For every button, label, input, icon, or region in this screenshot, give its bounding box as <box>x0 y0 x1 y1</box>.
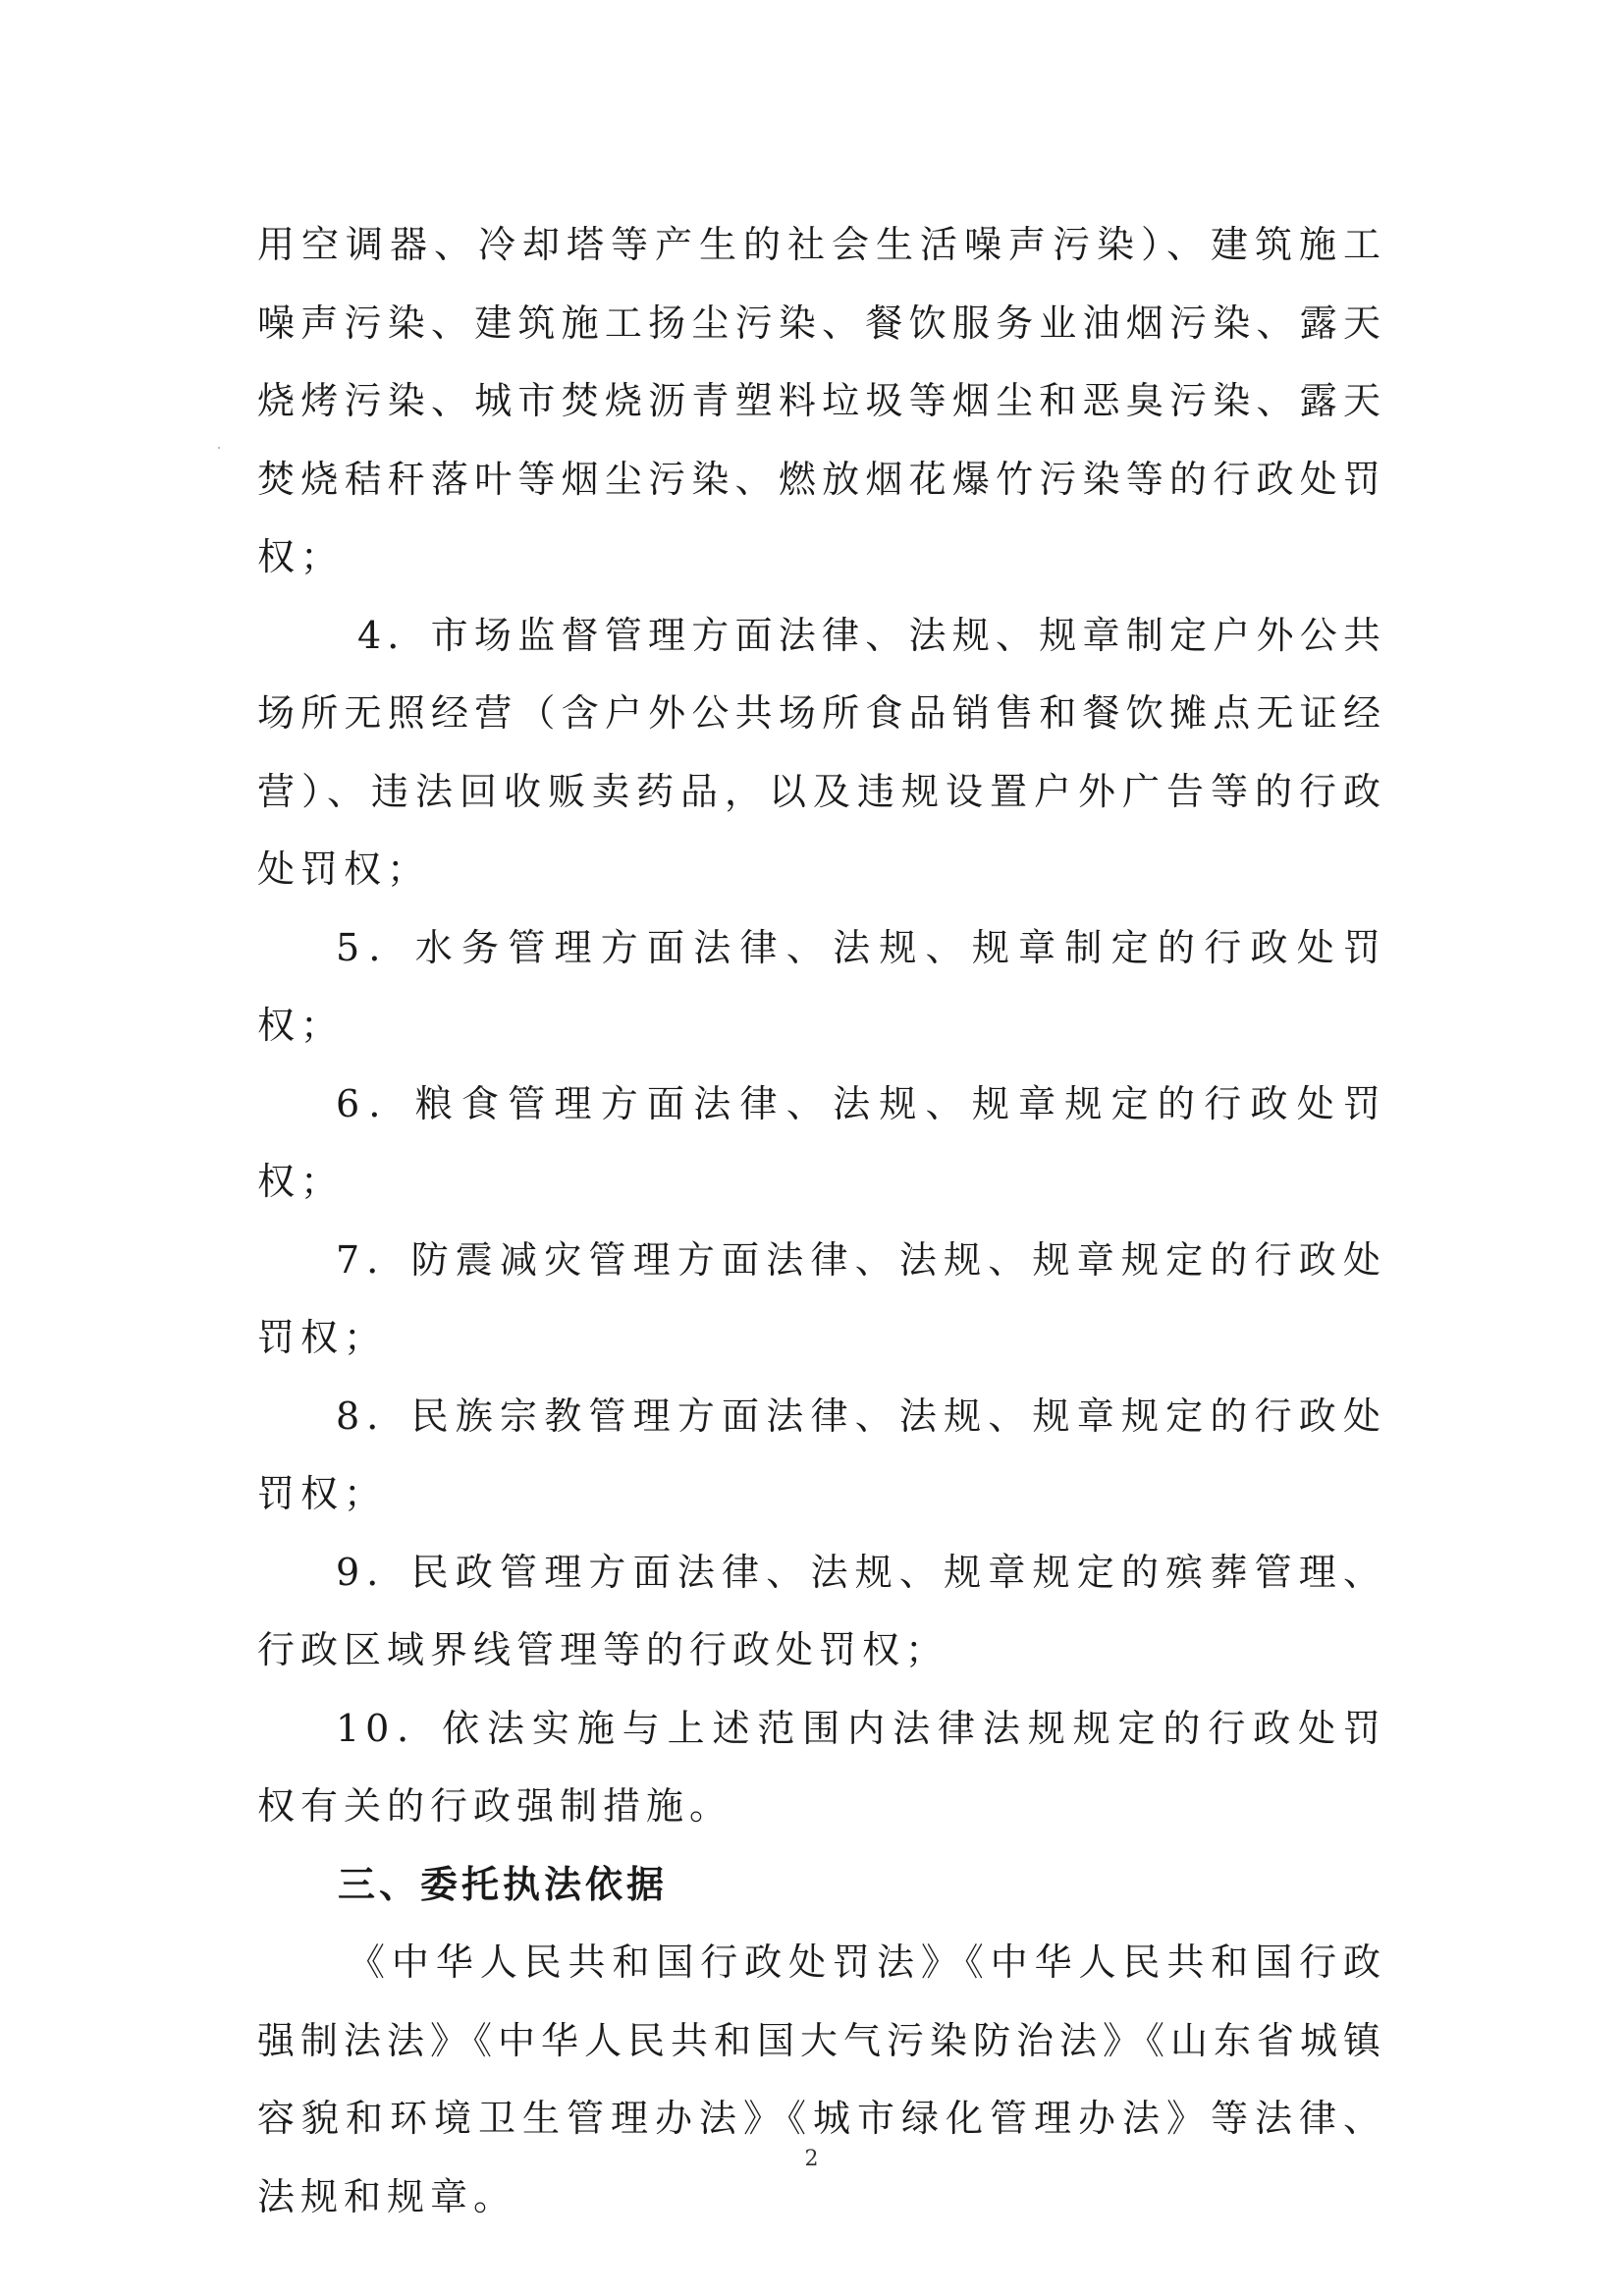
scan-speck <box>218 447 220 449</box>
paragraph-item-7: 7．防震减灾管理方面法律、法规、规章规定的行政处罚权； <box>257 1237 1386 1359</box>
paragraph-item-5: 5．水务管理方面法律、法规、规章制定的行政处罚权； <box>257 925 1386 1047</box>
page-number: 2 <box>804 2147 819 2171</box>
paragraph-item-6: 6．粮食管理方面法律、法规、规章规定的行政处罚权； <box>257 1081 1386 1203</box>
section-heading: 三、委托执法依据 <box>338 1862 669 1906</box>
paragraph-item-10: 10．依法实施与上述范围内法律法规规定的行政处罚权有关的行政强制措施。 <box>257 1706 1386 1828</box>
paragraph-continuation: 用空调器、冷却塔等产生的社会生活噪声污染）、建筑施工噪声污染、建筑施工扬尘污染、餐饮服务业油烟污染、露天烧烤污染、城市焚烧沥青塑料垃圾等烟尘和恶臭污染、露天焚烧秸秆落叶等烟尘污染、燃放烟花爆竹污染等的行政处罚权； <box>257 223 1386 578</box>
paragraph-basis: 《中华人民共和国行政处罚法》《中华人民共和国行政强制法法》《中华人民共和国大气污染防治法》《山东省城镇容貌和环境卫生管理办法》《城市绿化管理办法》等法律、法规和规章。 <box>257 1941 1387 2218</box>
paragraph-item-9: 9．民政管理方面法律、法规、规章规定的殡葬管理、行政区域界线管理等的行政处罚权； <box>257 1550 1386 1671</box>
paragraph-item-4: 4．市场监督管理方面法律、法规、规章制定户外公共场所无照经营（含户外公共场所食品销售和餐饮摊点无证经营）、违法回收贩卖药品，以及违规设置户外广告等的行政处罚权； <box>257 613 1386 891</box>
document-body <box>257 206 1386 2236</box>
paragraph-item-8: 8．民族宗教管理方面法律、法规、规章规定的行政处罚权； <box>257 1394 1386 1515</box>
